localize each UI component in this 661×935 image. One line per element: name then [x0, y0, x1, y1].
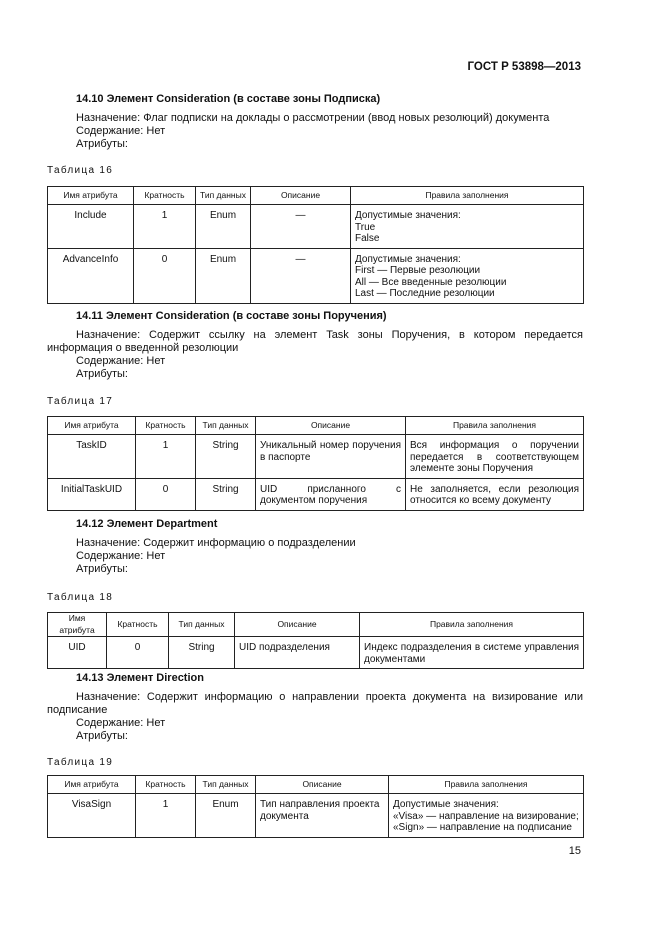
rule-line: True: [355, 221, 376, 233]
data-type: Enum: [196, 794, 256, 838]
header-multiplicity: Кратность: [107, 613, 169, 637]
header-attr-name: Имя атрибута: [48, 613, 107, 637]
purpose-text: Назначение: Содержит информацию о подразделении: [76, 537, 356, 549]
table-caption: Таблица 17: [47, 396, 114, 407]
fill-rules: [351, 205, 584, 249]
attr-name: TaskID: [48, 435, 136, 479]
content-text: Содержание: Нет: [76, 125, 166, 137]
purpose-text: Назначение: Содержит ссылку на элемент Task зоны Поручения, в котором передается информация о введенной резолюции: [47, 329, 583, 354]
rule-line: Допустимые значения:: [355, 253, 461, 265]
attributes-label: Атрибуты:: [76, 368, 128, 380]
fill-rules: [389, 794, 584, 838]
table-caption: Таблица 19: [47, 757, 114, 768]
description: UID подразделения: [235, 637, 360, 669]
data-type: String: [196, 478, 256, 510]
header-fill-rules: Правила заполнения: [406, 417, 584, 435]
section-title: 14.10 Элемент Consideration (в составе зоны Подписка): [76, 93, 381, 105]
attr-name: InitialTaskUID: [48, 478, 136, 510]
attr-name: AdvanceInfo: [48, 248, 134, 303]
header-multiplicity: Кратность: [134, 187, 196, 205]
table-header-row: [48, 613, 584, 637]
attr-name: UID: [48, 637, 107, 669]
table-17: [47, 416, 584, 511]
rule-line: Last — Последние резолюции: [355, 288, 495, 299]
multiplicity: 1: [134, 205, 196, 249]
section-title: 14.12 Элемент Department: [76, 518, 218, 530]
table-row: [48, 794, 584, 838]
header-description: Описание: [256, 417, 406, 435]
rule-line: First — Первые резолюции: [355, 265, 481, 276]
table-row: [48, 637, 584, 669]
content-text: Содержание: Нет: [76, 355, 166, 367]
header-description: Описание: [251, 187, 351, 205]
data-type: Enum: [196, 248, 251, 303]
description: —: [251, 248, 351, 303]
fill-rules: Не заполняется, если резолюция относится ко всему документу: [406, 478, 584, 510]
header-fill-rules: Правила заполнения: [360, 613, 584, 637]
table-header-row: [48, 187, 584, 205]
rule-line: All — Все введенные резолюции: [355, 276, 507, 288]
table-row: [48, 435, 584, 479]
attributes-label: Атрибуты:: [76, 138, 128, 150]
header-attr-name: Имя атрибута: [48, 417, 136, 435]
header-fill-rules: Правила заполнения: [389, 776, 584, 794]
header-multiplicity: Кратность: [136, 776, 196, 794]
header-data-type: Тип данных: [196, 187, 251, 205]
multiplicity: 0: [134, 248, 196, 303]
header-data-type: Тип данных: [196, 417, 256, 435]
header-description: Описание: [235, 613, 360, 637]
content-text: Содержание: Нет: [76, 717, 166, 729]
description: UID присланного с документом поручения: [256, 478, 406, 510]
description: —: [251, 205, 351, 249]
header-description: Описание: [256, 776, 389, 794]
description: Тип направления проекта документа: [256, 794, 389, 838]
purpose-text: Назначение: Флаг подписки на доклады о рассмотрении (ввод новых резолюций) документа: [76, 112, 550, 124]
table-header-row: [48, 417, 584, 435]
rule-line: «Sign» — направление на подписание: [393, 822, 572, 833]
table-row: [48, 478, 584, 510]
section-title: 14.13 Элемент Direction: [76, 672, 204, 684]
standard-header: ГОСТ Р 53898—2013: [467, 61, 581, 73]
table-18: [47, 612, 584, 669]
rule-line: Допустимые значения:: [393, 799, 499, 810]
fill-rules: Индекс подразделения в системе управления документами: [360, 637, 584, 669]
section-14-13: [47, 671, 583, 743]
header-attr-name: Имя атрибута: [48, 776, 136, 794]
section-14-11: [47, 309, 583, 381]
purpose-text: Назначение: Содержит информацию о направлении проекта документа на визирование или подписание: [47, 691, 583, 716]
data-type: String: [196, 435, 256, 479]
multiplicity: 0: [107, 637, 169, 669]
content-text: Содержание: Нет: [76, 550, 166, 562]
fill-rules: Вся информация о поручении передается в соответствующем элементе зоны Поручения: [406, 435, 584, 479]
multiplicity: 1: [136, 794, 196, 838]
rule-line: False: [355, 233, 380, 244]
table-caption: Таблица 18: [47, 592, 114, 603]
table-16: [47, 186, 584, 304]
header-multiplicity: Кратность: [136, 417, 196, 435]
attr-name: VisaSign: [48, 794, 136, 838]
header-attr-name: Имя атрибута: [48, 187, 134, 205]
data-type: Enum: [196, 205, 251, 249]
table-19: [47, 775, 584, 838]
section-14-10: [47, 92, 583, 151]
rule-line: «Visa» — направление на визирование;: [393, 810, 579, 822]
attributes-label: Атрибуты:: [76, 730, 128, 742]
table-caption: Таблица 16: [47, 165, 114, 176]
table-row: [48, 205, 584, 249]
rule-line: Допустимые значения:: [355, 210, 461, 221]
header-data-type: Тип данных: [169, 613, 235, 637]
table-header-row: [48, 776, 584, 794]
data-type: String: [169, 637, 235, 669]
fill-rules: [351, 248, 584, 303]
description: Уникальный номер поручения в паспорте: [256, 435, 406, 479]
table-row: [48, 248, 584, 303]
header-fill-rules: Правила заполнения: [351, 187, 584, 205]
header-data-type: Тип данных: [196, 776, 256, 794]
section-14-12: [47, 517, 583, 576]
page-number: 15: [568, 845, 581, 857]
attributes-label: Атрибуты:: [76, 563, 128, 575]
section-title: 14.11 Элемент Consideration (в составе зоны Поручения): [76, 310, 387, 322]
multiplicity: 1: [136, 435, 196, 479]
multiplicity: 0: [136, 478, 196, 510]
attr-name: Include: [48, 205, 134, 249]
